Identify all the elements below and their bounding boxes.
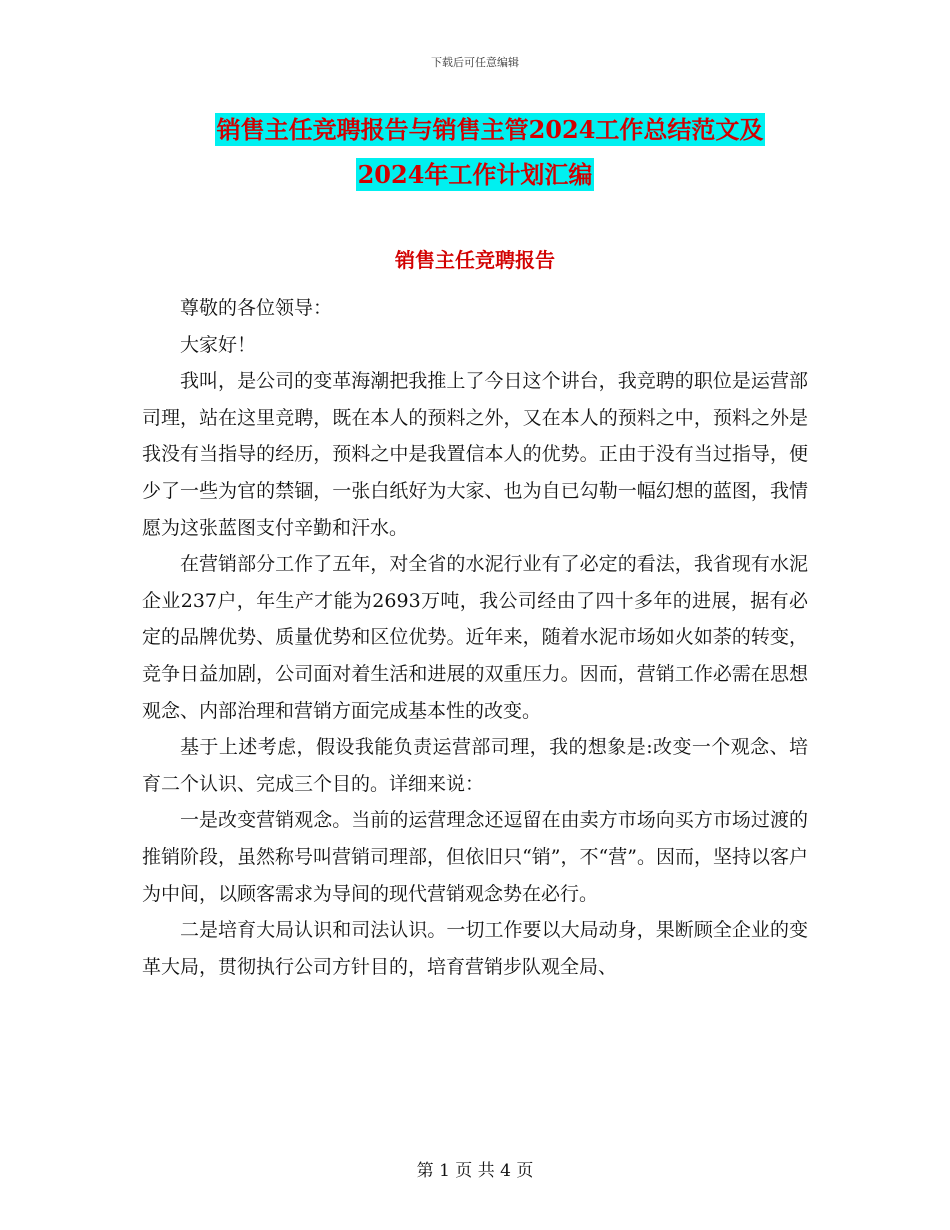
paragraph: 在营销部分工作了五年，对全省的水泥行业有了必定的看法，我省现有水泥企业237户，年生产才能为2693万吨，我公司经由了四十多年的进展，据有必定的品牌优势、质量优势和区位优势。近年来，随着水泥市场如火如荼的转变，竞争日益加剧，公司面对着生活和进展的双重压力。因而，营销工作必需在思想观念、内部治理和营销方面完成基本性的改变。: [142, 553, 808, 722]
title-highlight-2: 2024年工作计划汇编: [357, 160, 593, 189]
document-title-line-2: [140, 153, 810, 197]
section-title: 销售主任竞聘报告: [395, 248, 555, 272]
paragraph: 我叫，是公司的变革海潮把我推上了今日这个讲台，我竞聘的职位是运营部司理，站在这里竞聘，既在本人的预料之外，又在本人的预料之中，预料之外是我没有当指导的经历，预料之中是我置信本人的优势。正由于没有当过指导，便少了一些为官的禁锢，一张白纸好为大家、也为自已勾勒一幅幻想的蓝图，我情愿为这张蓝图支付辛勤和汗水。: [142, 370, 808, 539]
greeting: 大家好！: [180, 333, 257, 356]
paragraph: 基于上述考虑，假设我能负责运营部司理，我的想象是:改变一个观念、培育二个认识、完成三个目的。详细来说：: [142, 736, 808, 795]
document-title-line-1: [170, 108, 810, 152]
paragraph: 一是改变营销观念。当前的运营理念还逗留在由卖方市场向买方市场过渡的推销阶段，虽然称号叫营销司理部，但依旧只“销”，不“营”。因而，坚持以客户为中间，以顾客需求为导间的现代营销观念势在必行。: [142, 809, 808, 905]
title-highlight-1: 销售主任竞聘报告与销售主管2024工作总结范文及: [216, 115, 764, 144]
salutation: 尊敬的各位领导：: [180, 297, 333, 319]
paragraph: 二是培育大局认识和司法认识。一切工作要以大局动身，果断顾全企业的变革大局，贯彻执行公司方针目的，培育营销步队观全局、: [142, 919, 808, 978]
body-text: [142, 290, 808, 985]
header-note: 下载后可任意编辑: [431, 56, 519, 69]
page-number: 第 1 页 共 4 页: [416, 1161, 534, 1181]
